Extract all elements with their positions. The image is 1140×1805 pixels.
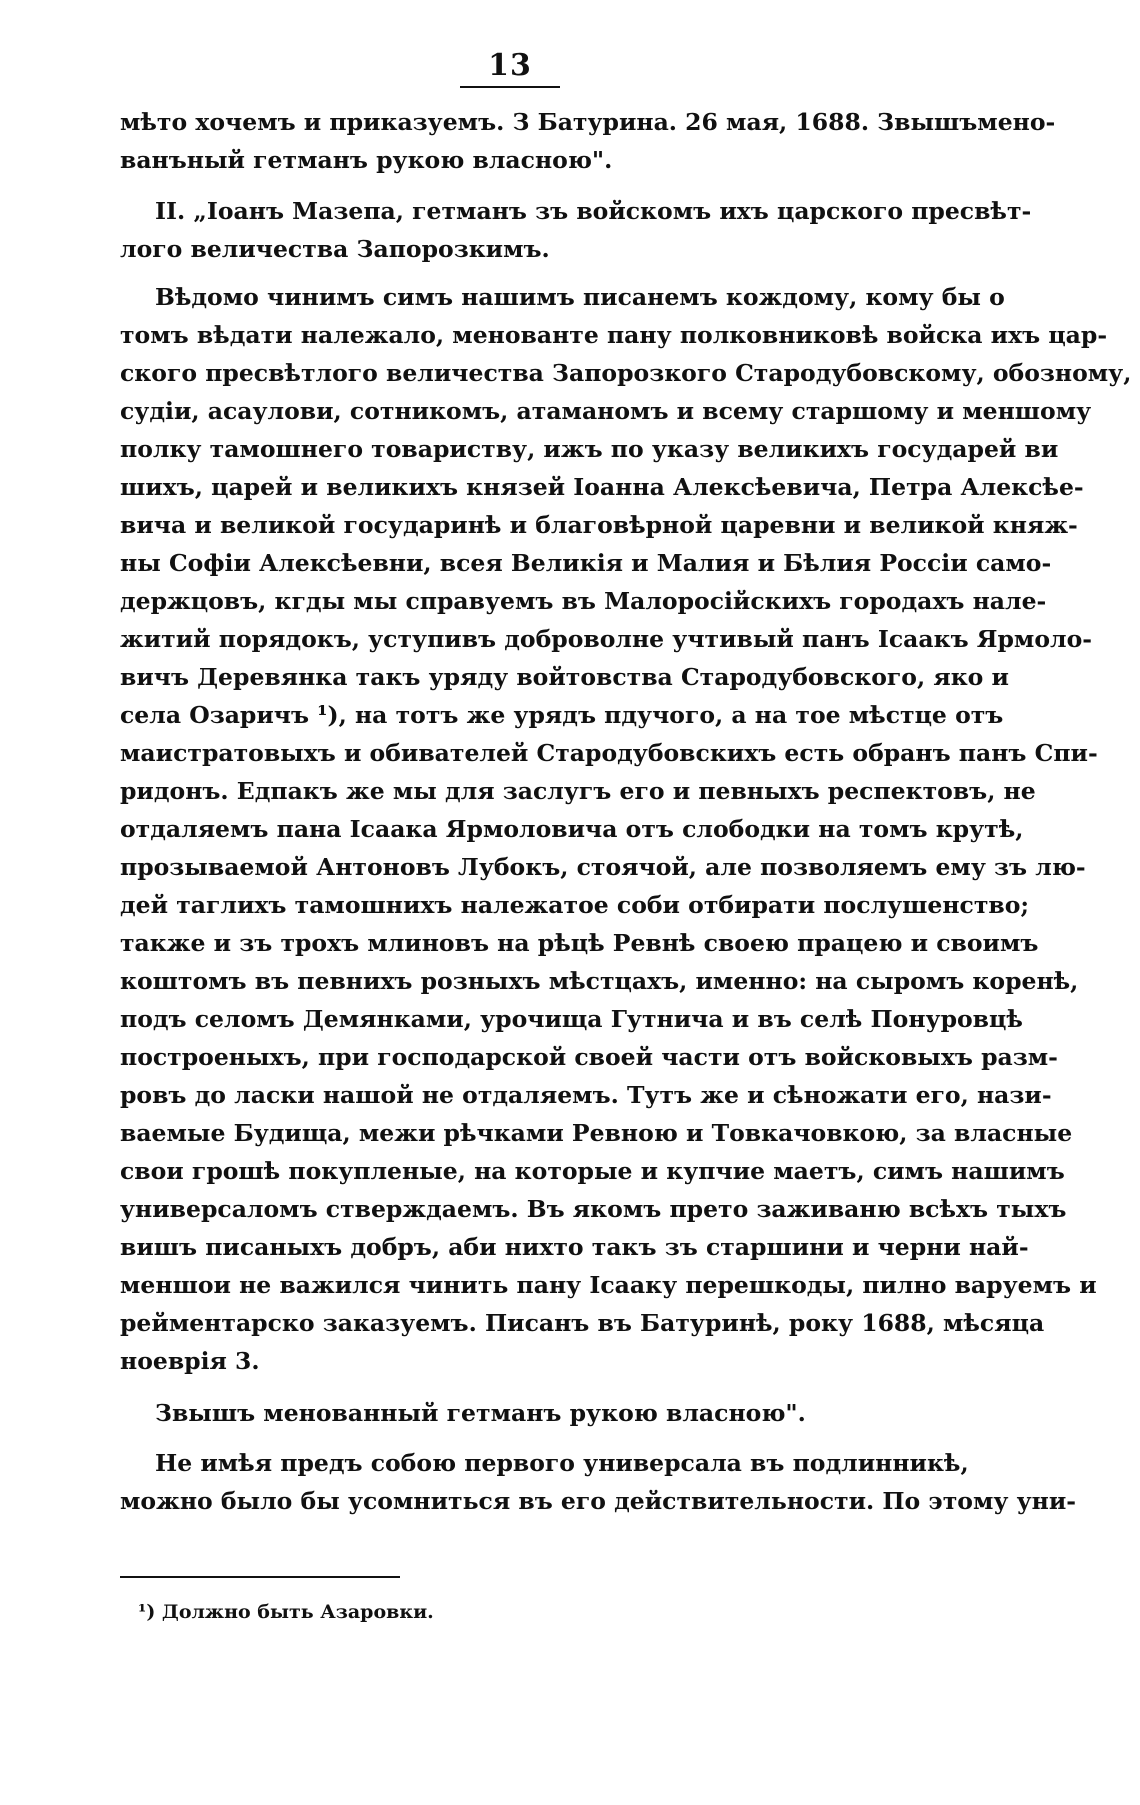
text-line: Звышъ менованный гетманъ рукою власною". [155,1399,806,1427]
text-line: рейментарско заказуемъ. Писанъ въ Батуринѣ, року 1688, мѣсяца [120,1309,1045,1337]
text-line: ровъ до ласки нашой не отдаляемъ. Тутъ же и сѣножати его, нази- [120,1081,1052,1109]
text-line: полку тамошнего товариству, ижъ по указу великихъ государей ви [120,435,1059,463]
text-line: лого величества Запорозкимъ. [120,235,550,263]
text-line: Не имѣя предъ собою первого универсала въ подлинникѣ, [155,1449,969,1477]
text-line: вишъ писаныхъ добръ, аби нихто такъ зъ старшини и черни най- [120,1233,1029,1261]
text-line: также и зъ трохъ млиновъ на рѣцѣ Ревнѣ своею працею и своимъ [120,929,1039,957]
text-line: построеныхъ, при господарской своей части отъ войсковыхъ разм- [120,1043,1058,1071]
text-line: II. „Іоанъ Мазепа, гетманъ зъ войскомъ ихъ царского пресвѣт- [155,197,1032,225]
text-line: житий порядокъ, уступивъ доброволне учтивый панъ Ісаакъ Ярмоло- [120,625,1093,653]
text-line: судіи, асаулови, сотникомъ, атаманомъ и всему старшому и меншому [120,397,1092,425]
text-line: ванъный гетманъ рукою власною". [120,146,613,174]
text-line: вича и великой государинѣ и благовѣрной царевни и великой княж- [120,511,1078,539]
text-line: ны Софіи Алексѣевни, всея Великія и Малия и Бѣлия Россіи само- [120,549,1052,577]
text-line: меншои не важился чинить пану Ісааку перешкоды, пилно варуемъ и [120,1271,1097,1299]
text-line: ваемые Будища, межи рѣчками Ревною и Товкачовкою, за власные [120,1119,1073,1147]
text-line: томъ вѣдати належало, менованте пану полковниковѣ войска ихъ цар- [120,321,1108,349]
text-line: можно было бы усомниться въ его действительности. По этому уни- [120,1487,1077,1515]
text-line: подъ селомъ Демянками, урочища Гутнича и въ селѣ Понуровцѣ [120,1005,1023,1033]
text-line: маистратовыхъ и обивателей Стародубовскихъ есть обранъ панъ Спи- [120,739,1098,767]
page-number: 13 [488,48,532,83]
footnote: ¹) Должно быть Азаровки. [138,1601,434,1623]
text-line: свои грошѣ покупленые, на которые и купчие маетъ, симъ нашимъ [120,1157,1065,1185]
text-line: мѣто хочемъ и приказуемъ. З Батурина. 26 мая, 1688. Звышъмено- [120,108,1056,136]
text-line: универсаломъ стверждаемъ. Въ якомъ прето заживаню всѣхъ тыхъ [120,1195,1067,1223]
text-line: вичъ Деревянка такъ уряду войтовства Стародубовского, яко и [120,663,1009,691]
text-line: дей таглихъ тамошнихъ належатое соби отбирати послушенство; [120,891,1030,919]
text-line: коштомъ въ певнихъ розныхъ мѣстцахъ, именно: на сыромъ коренѣ, [120,967,1079,995]
text-line: ноеврія 3. [120,1347,260,1375]
text-line: держцовъ, кгды мы справуемъ въ Малоросійскихъ городахъ нале- [120,587,1047,615]
text-line: отдаляемъ пана Ісаака Ярмоловича отъ слободки на томъ крутѣ, [120,815,1024,843]
text-line: села Озаричъ ¹), на тотъ же урядъ пдучого, а на тое мѣстце отъ [120,701,1004,729]
page-number-rule [460,86,560,88]
text-line: прозываемой Антоновъ Лубокъ, стоячой, але позволяемъ ему зъ лю- [120,853,1086,881]
footnote-rule [120,1576,400,1578]
text-line: ского пресвѣтлого величества Запорозкого Стародубовскому, обозному, [120,359,1132,387]
text-line: Вѣдомо чинимъ симъ нашимъ писанемъ кождому, кому бы о [155,283,1005,311]
text-line: ридонъ. Едпакъ же мы для заслугъ его и певныхъ респектовъ, не [120,777,1036,805]
text-line: шихъ, царей и великихъ князей Іоанна Алексѣевича, Петра Алексѣе- [120,473,1084,501]
